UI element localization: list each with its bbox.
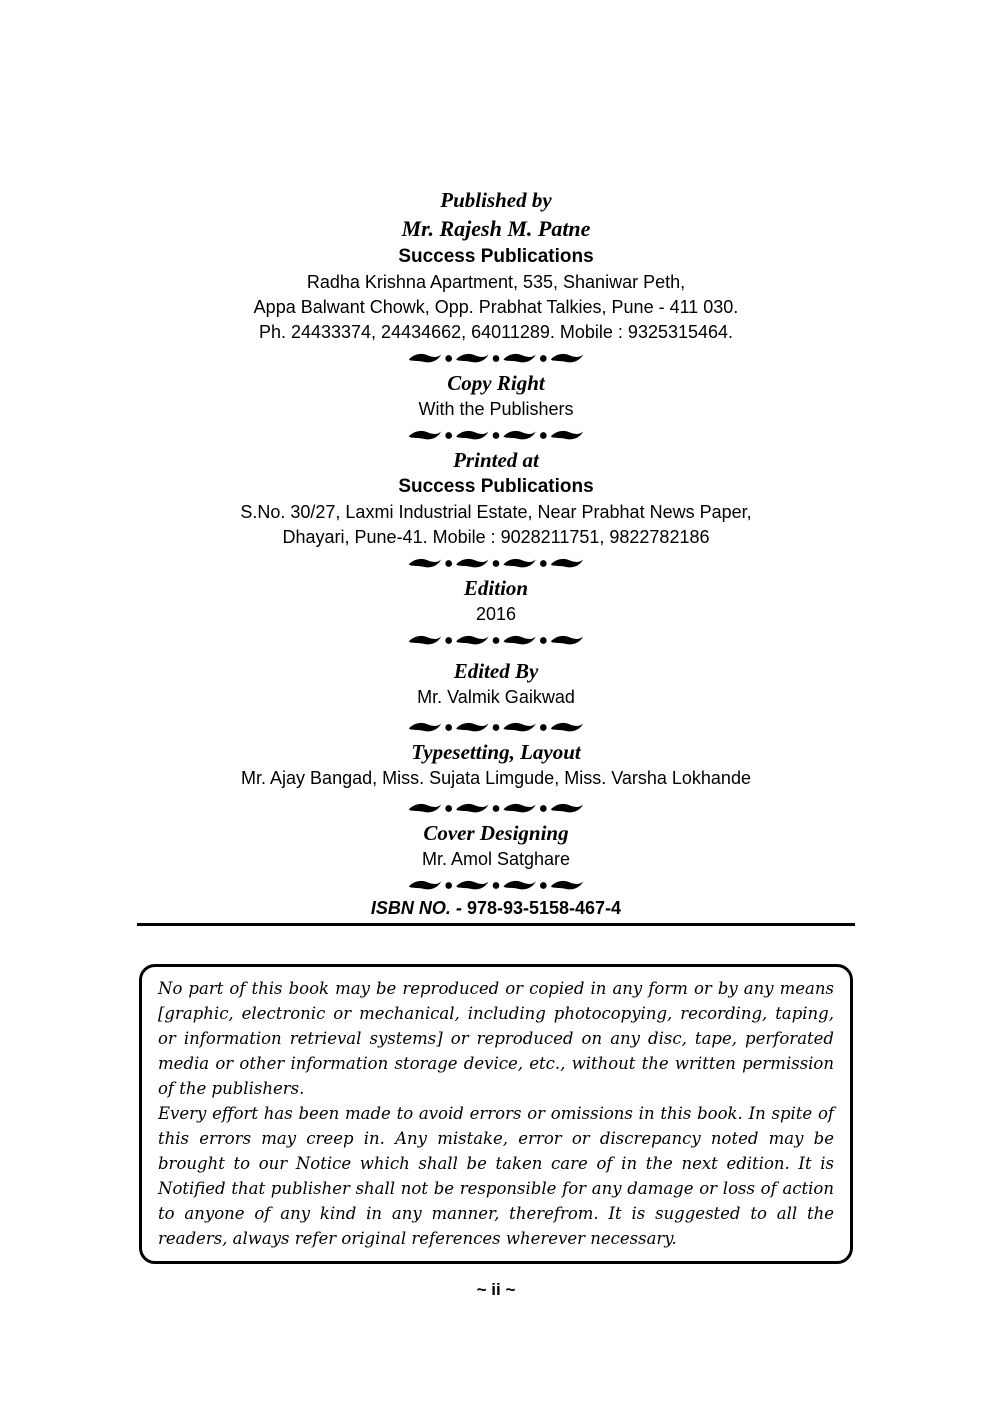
leaf-ornament-divider-icon <box>0 720 992 736</box>
leaf-ornament-divider-icon <box>0 428 992 444</box>
isbn-line <box>0 896 992 921</box>
published-by-heading: Published by <box>440 188 552 212</box>
disclaimer-paragraph-2: Every effort has been made to avoid errors or omissions in this book. In spite of this errors may creep in. Any mistake, error or discrepancy noted may be brought to our Notice which shall be taken care of in the next edition. It is Notified that publisher shall not be responsible for any damage or loss of action to anyone of any kind in any manner, therefrom. It is suggested to all the readers, always refer original references wherever necessary. <box>158 1104 834 1248</box>
isbn-label: ISBN NO. - <box>370 898 462 918</box>
disclaimer-box <box>139 964 853 1264</box>
edited-by-heading: Edited By <box>453 659 539 683</box>
copyright-section <box>0 369 992 422</box>
leaf-ornament-divider-icon <box>0 351 992 367</box>
printer-address-line2: Dhayari, Pune-41. Mobile : 9028211751, 9822782186 <box>282 527 710 547</box>
leaf-ornament-divider-icon <box>0 633 992 649</box>
leaf-ornament-divider-icon <box>0 878 992 894</box>
printer-address-line1: S.No. 30/27, Laxmi Industrial Estate, Near Prabhat News Paper, <box>240 502 752 522</box>
cover-designing-heading: Cover Designing <box>423 821 569 845</box>
page-number: ~ ii ~ <box>476 1280 516 1299</box>
cover-designing-section <box>0 819 992 872</box>
copyright-heading: Copy Right <box>447 371 545 395</box>
edition-heading: Edition <box>463 576 529 600</box>
isbn-number: 978-93-5158-467-4 <box>466 898 622 918</box>
editor-name: Mr. Valmik Gaikwad <box>417 687 575 707</box>
disclaimer-paragraph-1: No part of this book may be reproduced or copied in any form or by any means [graphic, electronic or mechanical, including photocopying, recording, taping, or information retrieval systems] or reproduced on any disc, tape, perforated media or other information storage device, etc., without the written permission of the publishers. <box>158 979 834 1098</box>
leaf-ornament-divider-icon <box>0 556 992 572</box>
published-by-section <box>0 186 992 345</box>
printer-company: Success Publications <box>398 476 594 497</box>
edited-by-section <box>0 657 992 710</box>
copyright-text: With the Publishers <box>418 399 574 419</box>
typesetting-heading: Typesetting, Layout <box>411 740 581 764</box>
leaf-ornament-divider-icon <box>0 801 992 817</box>
typesetting-names: Mr. Ajay Bangad, Miss. Sujata Limgude, Miss. Varsha Lokhande <box>241 768 751 788</box>
cover-designer-name: Mr. Amol Satghare <box>421 849 571 869</box>
typesetting-section <box>0 738 992 791</box>
horizontal-rule <box>137 923 855 926</box>
publisher-address-line2: Appa Balwant Chowk, Opp. Prabhat Talkies, Pune - 411 030. <box>253 297 739 317</box>
edition-section <box>0 574 992 627</box>
printed-at-section <box>0 446 992 550</box>
printed-at-heading: Printed at <box>453 448 539 472</box>
publisher-company: Success Publications <box>398 246 594 267</box>
publisher-address-line1: Radha Krishna Apartment, 535, Shaniwar Peth, <box>306 272 686 292</box>
publisher-phone-line: Ph. 24433374, 24434662, 64011289. Mobile : 9325315464. <box>258 322 734 342</box>
publisher-name: Mr. Rajesh M. Patne <box>401 216 591 241</box>
edition-year: 2016 <box>475 604 517 624</box>
